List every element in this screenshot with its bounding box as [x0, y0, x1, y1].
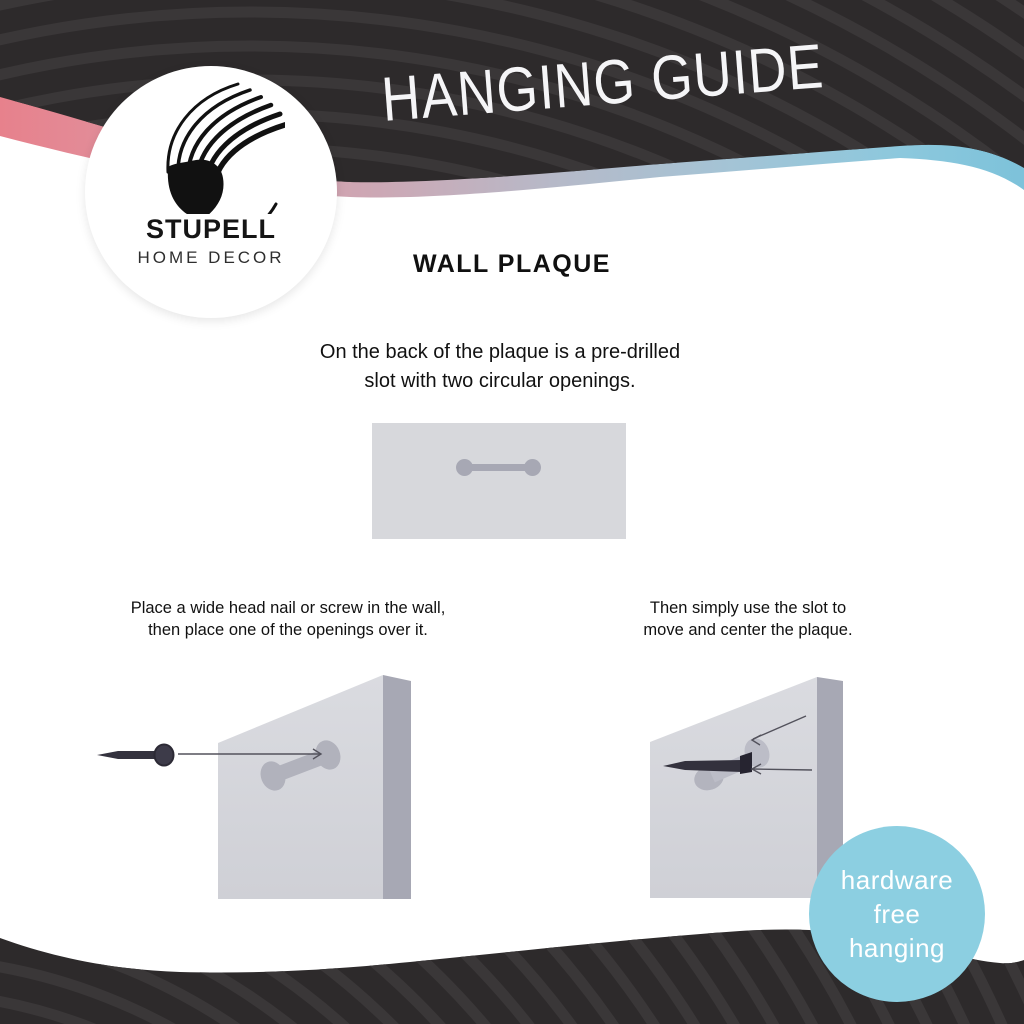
brand-logo-circle [85, 66, 337, 318]
badge-line-2: free [873, 899, 921, 929]
plaque-face [650, 677, 817, 898]
badge-line-1: hardware [840, 865, 954, 895]
step1-line-2: then place one of the openings over it. [148, 621, 428, 639]
step2-line-1: Then simply use the slot to [649, 599, 847, 617]
step1-line-1: Place a wide head nail or screw in the wall, [130, 599, 446, 617]
page-title: HANGING GUIDE [379, 31, 827, 136]
step1-illustration [80, 660, 430, 912]
keyhole-slot-bar [465, 464, 532, 471]
step2-line-2: move and center the plaque. [643, 621, 853, 639]
step2-caption [548, 597, 948, 641]
keyhole-slot-opening-left [456, 459, 473, 476]
nail-icon [97, 745, 174, 766]
intro-line-2: slot with two circular openings. [364, 370, 636, 392]
section-subtitle: WALL PLAQUE [413, 250, 611, 278]
plaque-back-diagram [372, 423, 626, 539]
hardware-free-badge [809, 826, 985, 1002]
plaque-side-edge [383, 675, 411, 899]
keyhole-slot-opening-right [524, 459, 541, 476]
plaque-face [218, 675, 383, 899]
brand-tagline: HOME DECOR [137, 248, 285, 267]
badge-line-3: hanging [848, 933, 946, 963]
stupell-s-swoosh-icon [140, 74, 285, 214]
brand-name: STUPELL [145, 214, 276, 244]
intro-text [0, 338, 1000, 396]
intro-line-1: On the back of the plaque is a pre-drilled [319, 341, 681, 363]
step1-caption [88, 597, 488, 641]
